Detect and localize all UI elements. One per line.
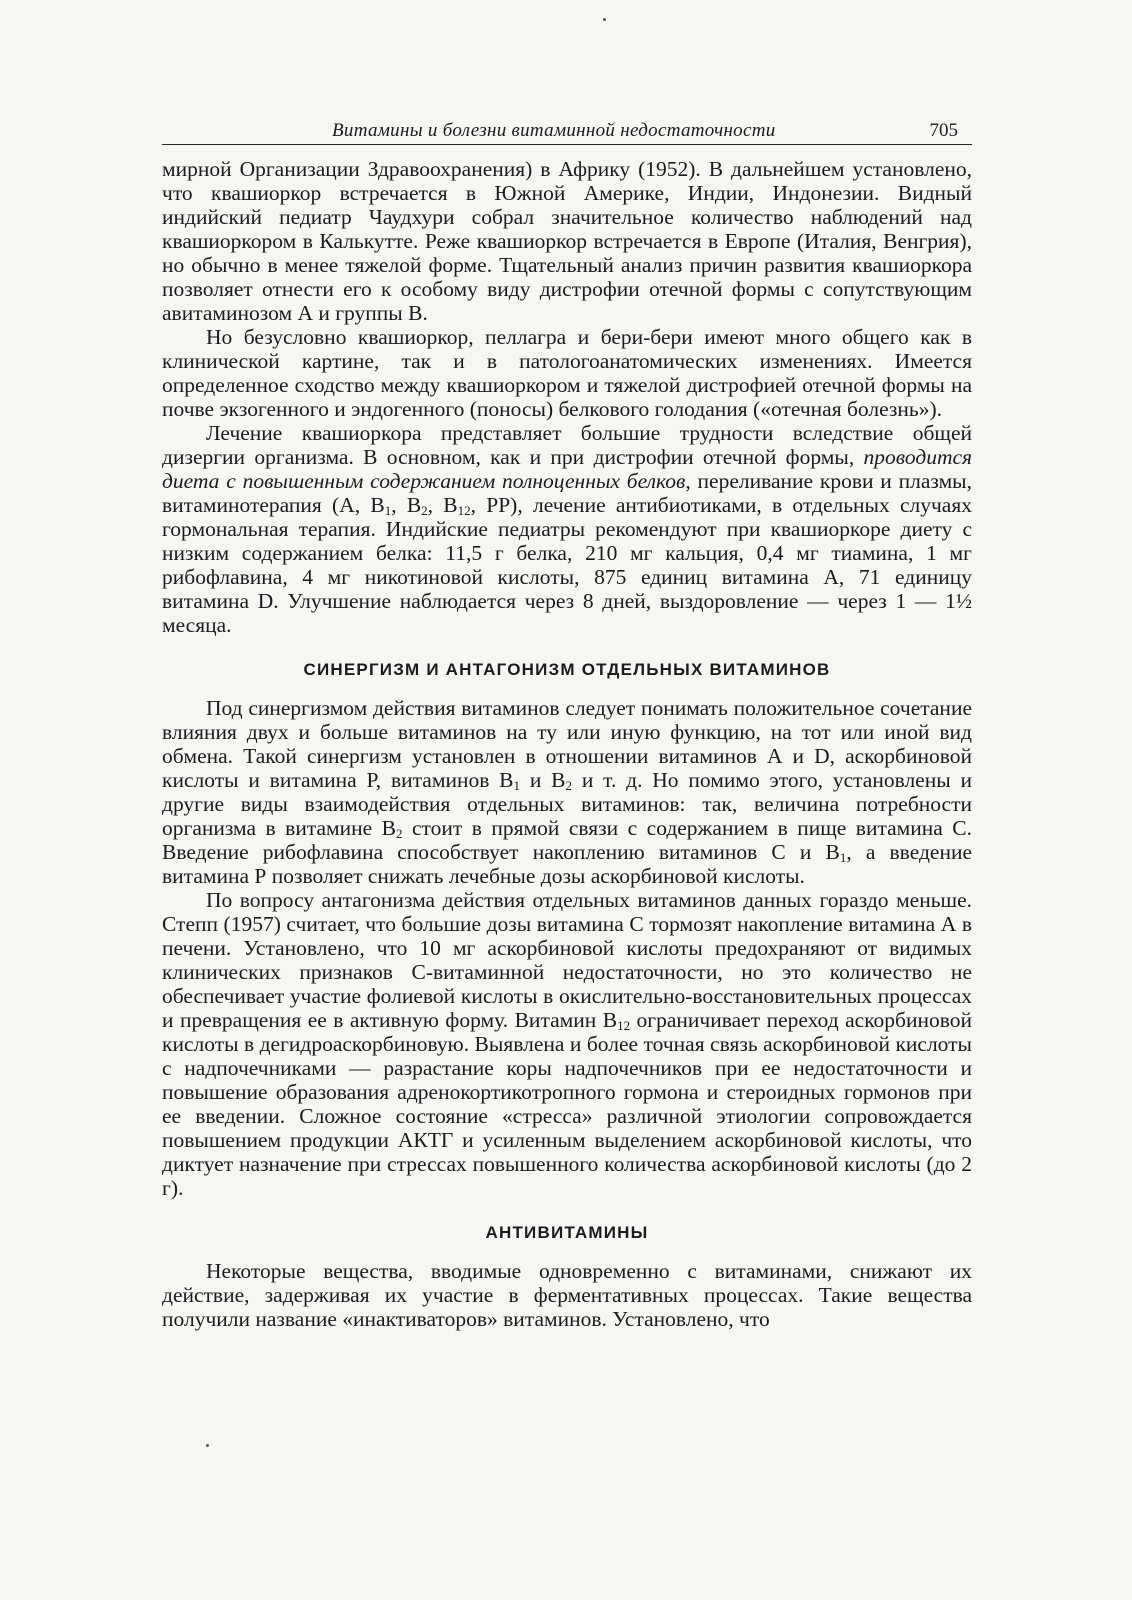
section-heading-synergism: СИНЕРГИЗМ И АНТАГОНИЗМ ОТДЕЛЬНЫХ ВИТАМИНОВ [303, 660, 831, 679]
page-number: 705 [929, 120, 958, 141]
paragraph-kwashiorkor-distribution: мирной Организации Здравоохранения) в Африку (1952). В дальнейшем установлено, что квашиоркор встречается в Южной Америке, Индии, Индонезии. Видный индийский педиатр Чаудхури собрал значительное количество наблюдений над квашиоркором в Калькутте. Реже квашиоркор встречается в Европе (Италия, Венгрия), но обычно в менее тяжелой форме. Тщательный анализ причин развития квашиоркора позволяет отнести его к особому виду дистрофии отечной формы с сопутствующим авитаминозом А и группы В. [162, 157, 972, 325]
paragraph-kwashiorkor-similarity: Но безусловно квашиоркор, пеллагра и бери-бери имеют много общего как в клинической картине, так и в патологоанатомических изменениях. Имеется определенное сходство между квашиоркором и тяжелой дистрофией отечной формы на почве экзогенного и эндогенного (поносы) белкового голодания («отечная болезнь»). [162, 325, 972, 421]
section-heading-antivitamins: АНТИВИТАМИНЫ [485, 1223, 649, 1242]
document-page [162, 112, 972, 1331]
paragraph-kwashiorkor-treatment: Лечение квашиоркора представляет большие трудности вследствие общей дизергии организма. В основном, как и при дистрофии отечной формы, проводится диета с повышенным содержанием полноценных белков, переливание крови и плазмы, витаминотерапия (А, $B_1$, $B_2$, $B_{12}$, PP), лечение антибиотиками, в отдельных случаях гормональная терапия. Индийские педиатры рекомендуют при квашиоркоре диету с низким содержанием белка: 11,5 г белка, 210 мг кальция, 0,4 мг тиамина, 1 мг рибофлавина, 4 мг никотиновой кислоты, 875 единиц витамина А, 71 единицу витамина D. Улучшение наблюдается через 8 дней, выздоровление — через 1 — 1½ месяца. [162, 421, 973, 637]
body-text [162, 157, 972, 1331]
scan-speck [603, 18, 606, 21]
paragraph-antivitamins: Некоторые вещества, вводимые одновременно с витаминами, снижают их действие, задерживая их участие в ферментативных процессах. Такие вещества получили название «инактиваторов» витаминов. Установлено, что [162, 1259, 972, 1331]
paragraph-synergism: Под синергизмом действия витаминов следует понимать положительное сочетание влияния двух и больше витаминов на ту или иную функцию, на тот или иной вид обмена. Такой синергизм установлен в отношении витаминов А и D, аскорбиновой кислоты и витамина Р, витаминов $B_1$ и $B_2$ и т. д. Но помимо этого, установлены и другие виды взаимодействия отдельных витаминов: так, величина потребности организма в витамине $B_2$ стоит в прямой связи с содержанием в пище витамина С. Введение рибофлавина способствует накоплению витаминов С и $B_1$, а введение витамина Р позволяет снижать лечебные дозы аскорбиновой кислоты. [162, 696, 973, 888]
running-header [162, 112, 972, 145]
scan-speck [206, 1444, 209, 1447]
running-header-title: Витамины и болезни витаминной недостаточности [332, 120, 776, 141]
paragraph-antagonism: По вопросу антагонизма действия отдельных витаминов данных гораздо меньше. Степп (1957) считает, что большие дозы витамина С тормозят накопление витамина А в печени. Установлено, что 10 мг аскорбиновой кислоты предохраняют от видимых клинических признаков С-витаминной недостаточности, но это количество не обеспечивает участие фолиевой кислоты в окислительно-восстановительных процессах и превращения ее в активную форму. Витамин $B_{12}$ ограничивает переход аскорбиновой кислоты в дегидроаскорбиновую. Выявлена и более точная связь аскорбиновой кислоты с надпочечниками — разрастание коры надпочечников при ее недостаточности и повышение образования адренокортикотропного гормона и стероидных гормонов при ее введении. Сложное состояние «стресса» различной этиологии сопровождается повышением продукции АКТГ и усиленным выделением аскорбиновой кислоты, что диктует назначение при стрессах повышенного количества аскорбиновой кислоты (до 2 г). [162, 888, 973, 1200]
